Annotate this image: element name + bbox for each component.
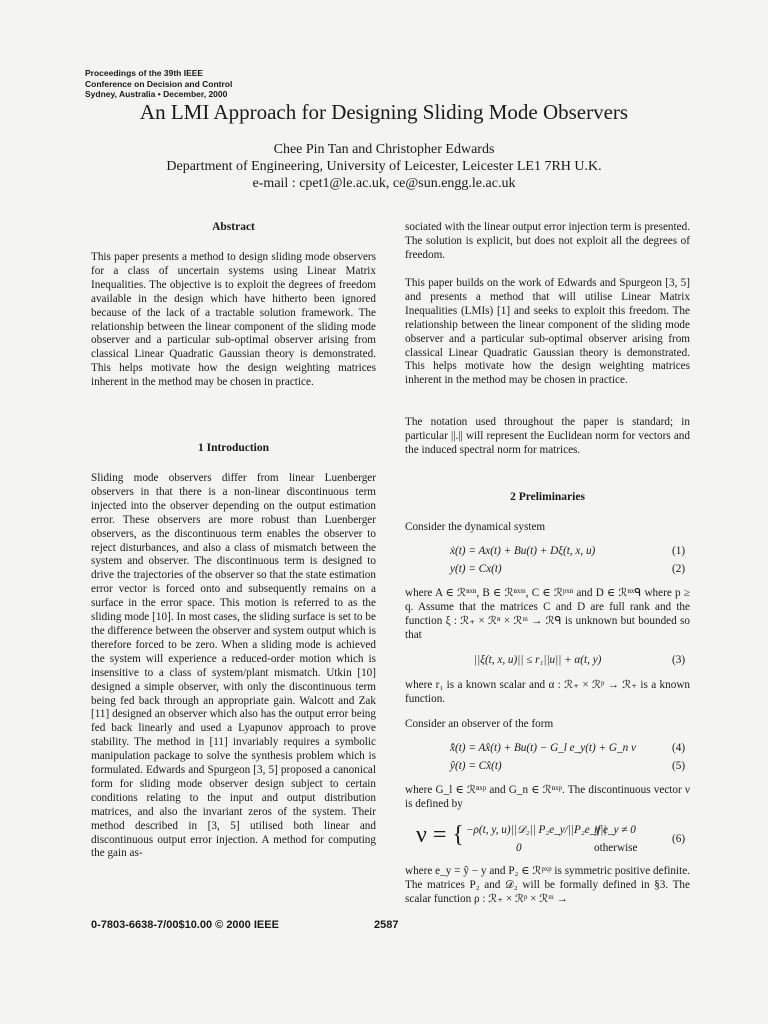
- intro-title: 1 Introduction: [197, 442, 270, 454]
- page-number: 2587: [374, 919, 399, 931]
- where-paragraph-3: [405, 784, 690, 812]
- paragraph-text: Consider the dynamical system: [405, 521, 546, 533]
- equation-2: y(t) = Cx(t): [450, 563, 502, 575]
- where-paragraph-1: [405, 587, 690, 643]
- equation-3-number: (3): [672, 654, 686, 666]
- equation-6-cond-bottom: otherwise: [594, 842, 638, 854]
- proceedings-line: Proceedings of the 39th IEEE: [85, 68, 204, 78]
- proceedings-info: [85, 68, 232, 100]
- equation-3: ||ξ(t, x, u)|| ≤ r₁||u|| + α(t, y): [474, 654, 602, 666]
- paragraph-text: This paper builds on the work of Edwards and Spurgeon [3, 5] and presents a method that will utilise Linear Matrix Inequalities (LMIs) [1] and seeks to exploit this freedom. The relationship between the linear component of the sliding mode observer and a particular sub-optimal observer arising from classical Linear Quadratic Gaussian theory is demonstrated. This helps motivate how the design weighting matrices inherent in the method may be chosen in practice.: [405, 277, 690, 387]
- equation-6-cond-top: if e_y ≠ 0: [594, 824, 636, 836]
- intro-text: Sliding mode observers differ from linear Luenberger observers in that there is a non-linear discontinuous term injected into the observer depending on the output estimation error. These observers are more robust than Luenberger observers, as the discontinuous term enables the observer to reject disturbances, and also a class of mismatch between the system and observer. The discontinuous term is designed to drive the trajectories of the observer so that the state estimation error vector is forced onto and subsequently remains on a surface in the error space. This motion is referred to as the sliding mode [10]. In most cases, the sliding surface is set to be the difference between the observer and system output which is therefore forced to be zero. When a sliding mode is achieved the system will experience a reduced-order motion which is insensitive to a class of system/plant mismatch. Utkin [10] designed a simple observer, with only the discontinuous term being fed back through an appropriate gain. Walcott and Zak [11] designed an observer which also has the output error being fed back linearly and used a Lyapunov approach to prove stability. The method in [11] invariably requires a symbolic manipulation package to solve the synthesis problem which is formulated. Edwards and Spurgeon [3, 5] proposed a canonical form for sliding mode observer design subject to certain conditions relating to the input and output distribution matrices, and also the invariant zeros of the system. Their method described in [3, 5] utilised both linear and discontinuous output error injection. A method for computing the gain as-: [91, 472, 376, 860]
- paragraph-text: sociated with the linear output error injection term is presented. The solution is explicit, but does not exploit all the degrees of freedom.: [405, 221, 690, 261]
- paragraph-text: Consider an observer of the form: [405, 718, 554, 730]
- where-paragraph-4: [405, 865, 690, 907]
- equation-6-number: (6): [672, 833, 686, 845]
- equation-6-case-top: −ρ(t, y, u)||𝒟₂|| P₂e_y/||P₂e_y||: [466, 824, 607, 836]
- paper-title: An LMI Approach for Designing Sliding Mode Observers: [139, 100, 629, 124]
- consider-system: [405, 521, 690, 535]
- equation-2-number: (2): [672, 563, 686, 575]
- equation-1: ẋ(t) = Ax(t) + Bu(t) + Dξ(t, x, u): [450, 545, 596, 557]
- abstract-text: This paper presents a method to design sliding mode observers for a class of uncertain systems using Linear Matrix Inequalities. The objective is to exploit the degrees of freedom available in the design which have hitherto been ignored because of the lack of a tractable solution framework. The relationship between the linear component of the sliding mode observer and a particular sub-optimal observer arising from classical Linear Quadratic Gaussian theory is demonstrated. This helps motivate how the design weighting matrices inherent in the method may be chosen in practice.: [91, 251, 376, 389]
- authors: Chee Pin Tan and Christopher Edwards: [273, 142, 495, 157]
- author-block: [0, 141, 768, 192]
- preliminaries-heading: [405, 491, 690, 505]
- affiliation: Department of Engineering, University of Leicester, Leicester LE1 7RH U.K.: [166, 159, 602, 174]
- equation-5: ŷ(t) = Cx̂(t): [450, 760, 502, 772]
- paragraph-text: where r₁ is a known scalar and α : ℛ₊ × ℛᵖ → ℛ₊ is a known function.: [405, 679, 690, 705]
- equation-5-number: (5): [672, 760, 686, 772]
- equation-6-lhs: ν = {: [416, 822, 464, 848]
- abstract-body: [91, 251, 376, 390]
- equation-4: x̂̇(t) = Ax̂(t) + Bu(t) − G_l e_y(t) + G_n ν: [450, 742, 636, 754]
- equation-4-number: (4): [672, 742, 686, 754]
- right-paragraph-2: [405, 277, 690, 388]
- abstract-title: Abstract: [212, 221, 255, 233]
- consider-observer: [405, 718, 690, 732]
- intro-body: [91, 472, 376, 861]
- email: e-mail : cpet1@le.ac.uk, ce@sun.engg.le.ac.uk: [252, 176, 516, 191]
- paragraph-text: where e_y = ŷ − y and P₂ ∈ ℛᵖˣᵖ is symmetric positive definite. The matrices P₂ and 𝒟₂ will be formally defined in §3. The scalar function ρ : ℛ₊ × ℛᵖ × ℛᵐ →: [405, 865, 690, 905]
- paragraph-text: The notation used throughout the paper is standard; in particular ||.|| will represent the Euclidean norm for vectors and the induced spectral norm for matrices.: [405, 416, 690, 456]
- paragraph-text: where A ∈ ℛⁿˣⁿ, B ∈ ℛⁿˣᵐ, C ∈ ℛᵖˣⁿ and D ∈ ℛⁿˣᑫ where p ≥ q. Assume that the matrices C and D are full rank and the function ξ : ℛ₊ × ℛⁿ × ℛᵐ → ℛᑫ is unknown but bounded so that: [405, 587, 690, 641]
- section-title: 2 Preliminaries: [510, 491, 585, 503]
- copyright-line: 0-7803-6638-7/00$10.00 © 2000 IEEE: [91, 919, 279, 931]
- right-paragraph-3: [405, 416, 690, 458]
- abstract-heading: [91, 221, 376, 235]
- where-paragraph-2: [405, 679, 690, 707]
- intro-heading: [91, 442, 376, 456]
- equation-1-number: (1): [672, 545, 686, 557]
- equation-6-case-bottom: 0: [516, 842, 522, 854]
- right-paragraph-1: [405, 221, 690, 263]
- proceedings-line: Conference on Decision and Control: [85, 78, 233, 89]
- proceedings-line: Sydney, Australia • December, 2000: [85, 89, 228, 99]
- paragraph-text: where G_l ∈ ℛⁿˣᵖ and G_n ∈ ℛⁿˣᵖ. The discontinuous vector ν is defined by: [405, 784, 690, 810]
